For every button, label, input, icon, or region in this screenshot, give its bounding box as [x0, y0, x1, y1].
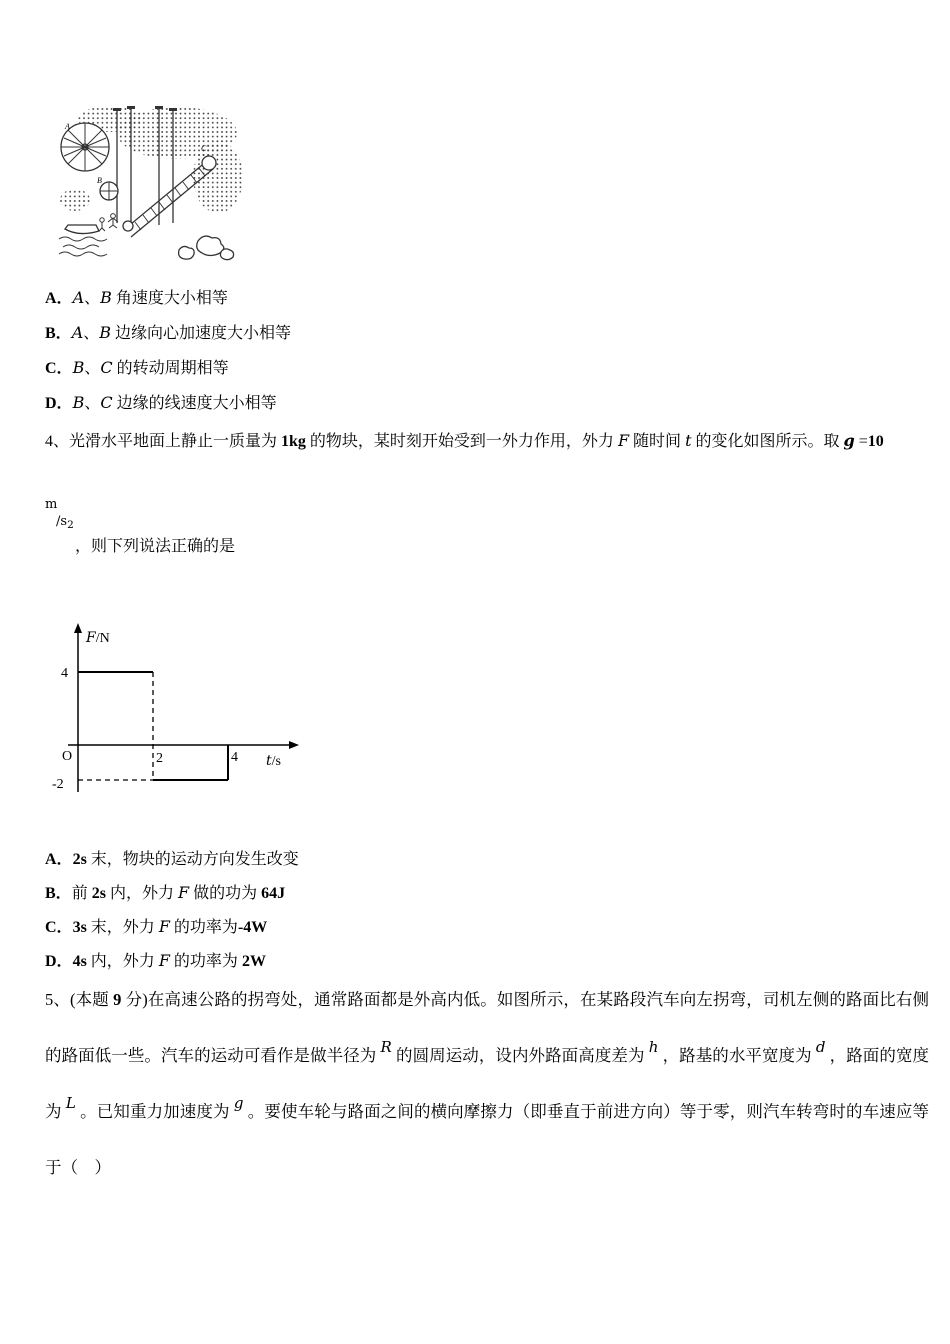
wheel-c [202, 156, 216, 170]
question4-stem-continued: ，则下列说法正确的是 [75, 538, 236, 555]
unit-exponent: 2 [67, 519, 74, 531]
rocks [179, 236, 234, 260]
graph-ylabel: F/N [86, 630, 110, 646]
water-waves [59, 237, 107, 256]
question3-option-b: B．A、B 边缘向心加速度大小相等 [45, 323, 292, 342]
question4-stem: 4、光滑水平地面上静止一质量为 1kg 的物块，某时刻开始受到一外力作用，外力 F 随时间 t 的变化如图所示。取 g =10 [45, 431, 884, 450]
graph-ytick-4: 4 [61, 666, 68, 681]
figure-label-c: C [201, 144, 207, 153]
post-cap [155, 106, 163, 109]
unit-numerator-m: m [45, 497, 58, 512]
boat [65, 225, 99, 234]
unit-denominator-s2 [56, 514, 74, 531]
question5-stem: 5、(本题 9 分)在高速公路的拐弯处，通常路面都是外高内低。如图所示，在某路段汽车向左拐弯，司机左侧的路面比右侧的路面低一些。汽车的运动可看作是做半径为 R 的圆周运动，设内外路面高度差为 h ，路基的水平宽度为 d ，路面的宽度为 L 。已知重力加速度为 g 。要使车轮与路面之间的横向摩擦力（即垂直于前进方向）等于零，则汽车转弯时的车速应等于（ ） [45, 990, 930, 1177]
figure-label-a: A [65, 122, 70, 131]
question4-option-a: A．2s 末，物块的运动方向发生改变 [45, 851, 299, 868]
worker-figures [99, 214, 118, 231]
question3-options [45, 281, 291, 421]
x-axis-arrow [289, 741, 299, 749]
foliage-stipple [60, 189, 90, 211]
force-time-graph [48, 618, 308, 810]
graph-xtick-2: 2 [156, 751, 163, 766]
post-cap [127, 106, 135, 109]
question4-option-c: C．3s 末，外力 F 的功率为-4W [45, 917, 268, 936]
dashed-guides [78, 672, 153, 780]
unit-slash-s: /s [56, 514, 68, 529]
question3-option-d: D．B、C 边缘的线速度大小相等 [45, 393, 277, 412]
graph-ytick-neg2: -2 [52, 777, 64, 792]
graph-xlabel: t/s [266, 753, 281, 769]
question3-option-c: C．B、C 的转动周期相等 [45, 358, 229, 377]
question4-option-d: D．4s 内，外力 F 的功率为 2W [45, 951, 266, 970]
post-cap [169, 108, 177, 111]
figure-label-b: B [97, 176, 102, 185]
graph-origin-label: O [62, 749, 73, 764]
question4-option-b: B．前 2s 内，外力 F 做的功为 64J [45, 883, 286, 902]
question4-options [45, 843, 299, 978]
post-cap [113, 108, 121, 111]
lower-roller [123, 221, 133, 231]
y-axis-arrow [74, 623, 82, 633]
question3-option-a: A．A、B 角速度大小相等 [45, 288, 228, 307]
graph-xtick-4: 4 [231, 750, 238, 765]
question3-waterwheel-figure [55, 103, 245, 261]
